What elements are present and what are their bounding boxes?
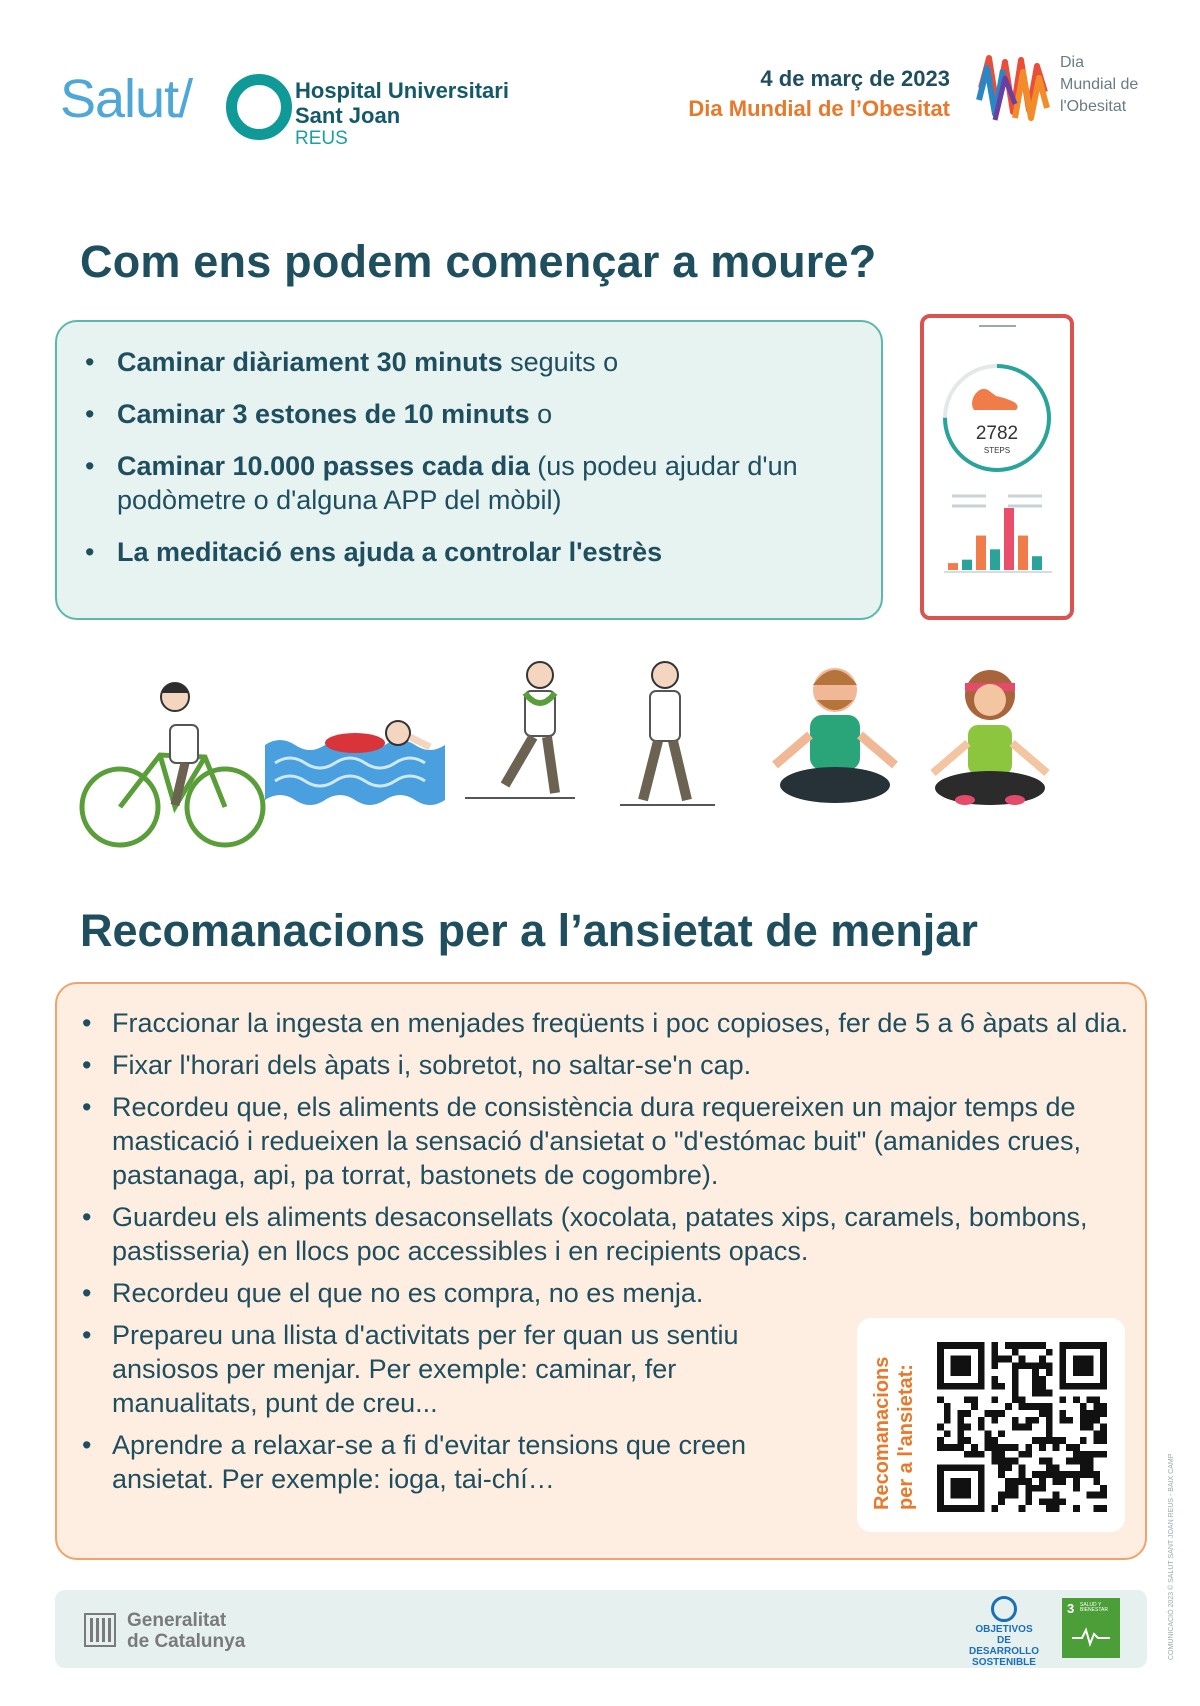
ods-line2: DE DESARROLLO [969, 1635, 1039, 1657]
step-bar [1032, 556, 1042, 570]
step-bar [1004, 508, 1014, 570]
movement-item [85, 449, 875, 517]
runner-illustration [465, 662, 575, 798]
item-bold: Caminar 3 estones de 10 minuts [117, 399, 530, 429]
hospital-name [295, 78, 509, 128]
step-bar [990, 549, 1000, 570]
un-globe-icon [991, 1596, 1017, 1622]
gen-line1: Generalitat [127, 1610, 227, 1631]
steps-count: 2782 [975, 423, 1019, 444]
wod-line2: Mundial de [1060, 76, 1139, 93]
meditating-woman-illustration [933, 670, 1047, 805]
sdg3-number: 3 [1067, 1601, 1075, 1616]
meditating-man-illustration [775, 668, 895, 803]
world-obesity-day-logo [975, 48, 1051, 124]
qr-code[interactable] [937, 1342, 1107, 1512]
movement-item [85, 535, 875, 569]
world-obesity-day-text [1060, 52, 1138, 118]
recommendation-item: • Recordeu que el que no es compra, no es menja. [82, 1276, 1132, 1310]
shoe-icon [972, 389, 1018, 410]
sdg3-text: SALUD Y BIENESTAR [1080, 1602, 1108, 1613]
generalitat-emblem-icon [83, 1610, 117, 1648]
activity-illustrations [75, 655, 1135, 865]
gen-line2: de Catalunya [127, 1631, 246, 1652]
step-bar [948, 563, 958, 570]
step-bar [962, 560, 972, 570]
item-bold: La meditació ens ajuda a controlar l'estrès [117, 537, 663, 567]
hospital-name-line2: Sant Joan [295, 103, 401, 128]
walker-illustration [620, 662, 715, 805]
recommendation-item: • Fraccionar la ingesta en menjades freqüents i poc copioses, fer de 5 a 6 àpats al dia. [82, 1006, 1132, 1040]
wod-line1: Dia [1060, 54, 1085, 71]
phone-screen [924, 318, 1070, 616]
qr-label [870, 1330, 918, 1510]
movement-title: Com ens podem començar a moure? [80, 236, 877, 287]
step-bars [948, 508, 1042, 570]
movement-list [85, 345, 875, 587]
item-bold: Caminar 10.000 passes cada dia [117, 451, 530, 481]
step-bar [1018, 536, 1028, 570]
phone-illustration [920, 314, 1074, 620]
recommendation-item: • Guardeu els aliments desaconsellats (xocolata, patates xips, caramels, bombons, pastisseria) en llocs poc accessibles i en recipients opacs. [82, 1200, 1132, 1268]
item-bold: Caminar diàriament 30 minuts [117, 347, 503, 377]
hospital-logo-ring [226, 74, 292, 140]
item-rest: seguits o [502, 347, 619, 377]
heartbeat-icon [1070, 1622, 1112, 1650]
sdg-logo [962, 1596, 1046, 1668]
movement-item [85, 345, 875, 379]
item-rest: (us podeu ajudar d'un podòmetre o d'alguna APP del mòbil) [117, 451, 798, 515]
hospital-city: REUS [295, 128, 348, 149]
ods-line1: OBJETIVOS [975, 1624, 1033, 1635]
recommendations-title: Recomanacions per a l’ansietat de menjar [80, 905, 978, 956]
item-rest: o [529, 399, 553, 429]
event-name: Dia Mundial de l’Obesitat [688, 96, 950, 121]
ods-line3: SOSTENIBLE [972, 1657, 1036, 1668]
hospital-name-line1: Hospital Universitari [295, 78, 509, 103]
step-bar [976, 536, 986, 570]
qr-label-line1: Recomanacions [871, 1356, 893, 1510]
recommendation-item: • Prepareu una llista d'activitats per fer quan us sentiu ansiosos per menjar. Per exemple: caminar, fer manualitats, punt de creu... [82, 1318, 802, 1420]
recommendation-item: • Fixar l'horari dels àpats i, sobretot, no saltar-se'n cap. [82, 1048, 1132, 1082]
swimmer-illustration [265, 721, 445, 805]
recommendation-item: • Aprendre a relaxar-se a fi d'evitar tensions que creen ansietat. Per exemple: ioga, tai-chí… [82, 1428, 802, 1496]
generalitat-logo-text [127, 1610, 245, 1652]
recommendation-item: • Recordeu que, els aliments de consistència dura requereixen un major temps de masticació i redueixen la sensació d'ansietat o "d'estómac buit" (amanides crues, pastanaga, api, pa torrat, bastonets de cogombre). [82, 1090, 1132, 1192]
cyclist-illustration [82, 683, 263, 845]
copyright-credit: COMUNICACIÓ 2023 © SALUT SANT JOAN REUS - BAIX CAMP [1168, 1453, 1175, 1660]
qr-label-line2: per a l'ansietat: [895, 1364, 917, 1510]
wod-line3: l'Obesitat [1060, 98, 1127, 115]
event-date: 4 de març de 2023 [760, 66, 950, 91]
salut-logo: Salut/ [60, 69, 193, 129]
steps-label: STEPS [983, 446, 1011, 455]
movement-item [85, 397, 875, 431]
sdg3-badge [1062, 1598, 1120, 1658]
